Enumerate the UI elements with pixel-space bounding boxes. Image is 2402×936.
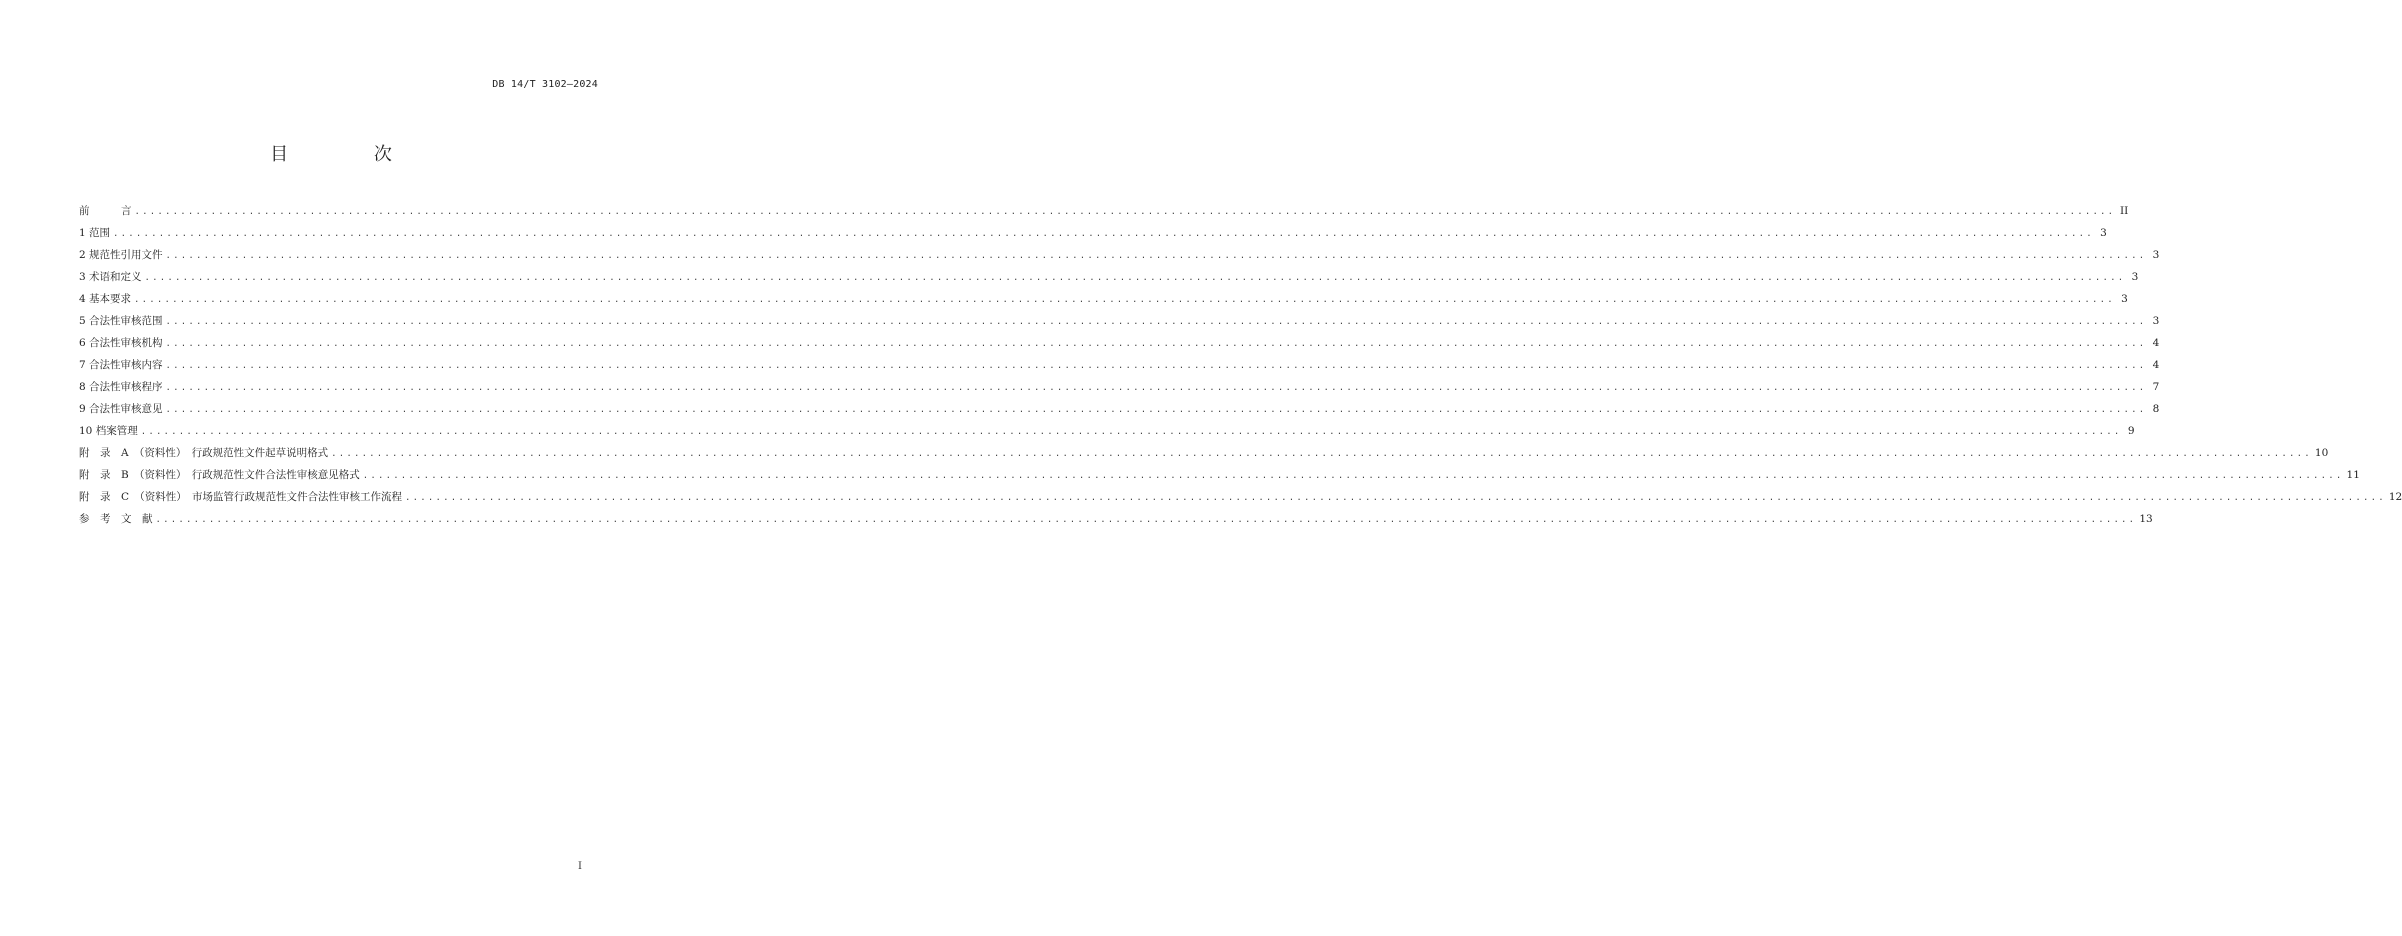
toc-entry-label: 6 合法性审核机构 (79, 337, 163, 349)
toc-entry[interactable] (79, 222, 2107, 244)
toc-entry-page: 9 (2127, 425, 2135, 437)
toc-entry-page: 4 (2152, 337, 2160, 349)
toc-dot-leader: .................................................................................................................................................................................................................................................................... (362, 471, 2344, 481)
toc-dot-leader: .................................................................................................................................................................................................................................................................... (165, 383, 2147, 393)
toc-dot-leader: .................................................................................................................................................................................................................................................................... (134, 295, 2115, 305)
toc-entry-page: 3 (2152, 249, 2160, 261)
toc-entry-label: 1 范围 (79, 227, 111, 239)
toc-entry[interactable] (79, 244, 2160, 266)
toc-entry[interactable] (79, 486, 2402, 508)
toc-entry-label: 附 录 B （资料性） 行政规范性文件合法性审核意见格式 (79, 469, 360, 481)
toc-entry-label: 前 言 (79, 205, 132, 217)
document-code: DB 14/T 3102—2024 (492, 79, 598, 90)
toc-entry[interactable] (79, 310, 2160, 332)
toc-dot-leader: .................................................................................................................................................................................................................................................................... (165, 317, 2147, 327)
toc-dot-leader: .................................................................................................................................................................................................................................................................... (405, 493, 2386, 503)
toc-entry[interactable] (79, 442, 2329, 464)
toc-entry[interactable] (79, 354, 2160, 376)
toc-entry-page: 12 (2388, 491, 2402, 503)
toc-entry-page: II (2120, 205, 2129, 217)
toc-entry-page: 3 (2121, 293, 2128, 305)
toc-entry-page: 7 (2152, 381, 2160, 393)
toc-dot-leader: .................................................................................................................................................................................................................................................................... (140, 427, 2122, 437)
table-of-contents (79, 200, 2402, 530)
toc-entry[interactable] (79, 332, 2160, 354)
toc-dot-leader: .................................................................................................................................................................................................................................................................... (165, 405, 2147, 415)
toc-entry[interactable] (79, 464, 2360, 486)
toc-entry-page: 3 (2131, 271, 2139, 283)
toc-entry-label: 5 合法性审核范围 (79, 315, 163, 327)
toc-dot-leader: .................................................................................................................................................................................................................................................................... (331, 449, 2312, 459)
toc-entry-page: 4 (2152, 359, 2160, 371)
toc-dot-leader: .................................................................................................................................................................................................................................................................... (165, 361, 2147, 371)
toc-dot-leader: .................................................................................................................................................................................................................................................................... (144, 273, 2126, 283)
toc-entry-label: 3 术语和定义 (79, 271, 142, 283)
toc-entry-page: 8 (2152, 403, 2160, 415)
page-title: 目 次 (270, 144, 432, 165)
toc-entry[interactable] (79, 420, 2135, 442)
toc-entry[interactable] (79, 376, 2160, 398)
toc-entry-label: 附 录 C （资料性） 市场监管行政规范性文件合法性审核工作流程 (79, 491, 403, 503)
toc-entry-page: 10 (2314, 447, 2329, 459)
toc-entry-page: 3 (2152, 315, 2160, 327)
toc-entry[interactable] (79, 200, 2129, 222)
toc-dot-leader: .................................................................................................................................................................................................................................................................... (165, 251, 2147, 261)
toc-entry-page: 3 (2100, 227, 2107, 239)
toc-entry[interactable] (79, 508, 2153, 530)
toc-entry-page: 11 (2346, 469, 2360, 481)
toc-entry[interactable] (79, 266, 2139, 288)
toc-entry-label: 7 合法性审核内容 (79, 359, 163, 371)
toc-entry-label: 9 合法性审核意见 (79, 403, 163, 415)
toc-dot-leader: .................................................................................................................................................................................................................................................................... (134, 207, 2116, 217)
toc-entry-label: 8 合法性审核程序 (79, 381, 163, 393)
toc-entry-label: 2 规范性引用文件 (79, 249, 163, 261)
toc-entry-label: 附 录 A （资料性） 行政规范性文件起草说明格式 (79, 447, 329, 459)
toc-entry[interactable] (79, 398, 2160, 420)
toc-dot-leader: .................................................................................................................................................................................................................................................................... (165, 339, 2147, 349)
toc-entry-label: 4 基本要求 (79, 293, 132, 305)
toc-entry-label: 参 考 文 献 (79, 513, 153, 525)
toc-entry[interactable] (79, 288, 2128, 310)
page-number: I (578, 861, 582, 872)
toc-entry-label: 10 档案管理 (79, 425, 138, 437)
toc-dot-leader: .................................................................................................................................................................................................................................................................... (113, 229, 2094, 239)
toc-entry-page: 13 (2139, 513, 2153, 525)
toc-dot-leader: .................................................................................................................................................................................................................................................................... (155, 515, 2137, 525)
